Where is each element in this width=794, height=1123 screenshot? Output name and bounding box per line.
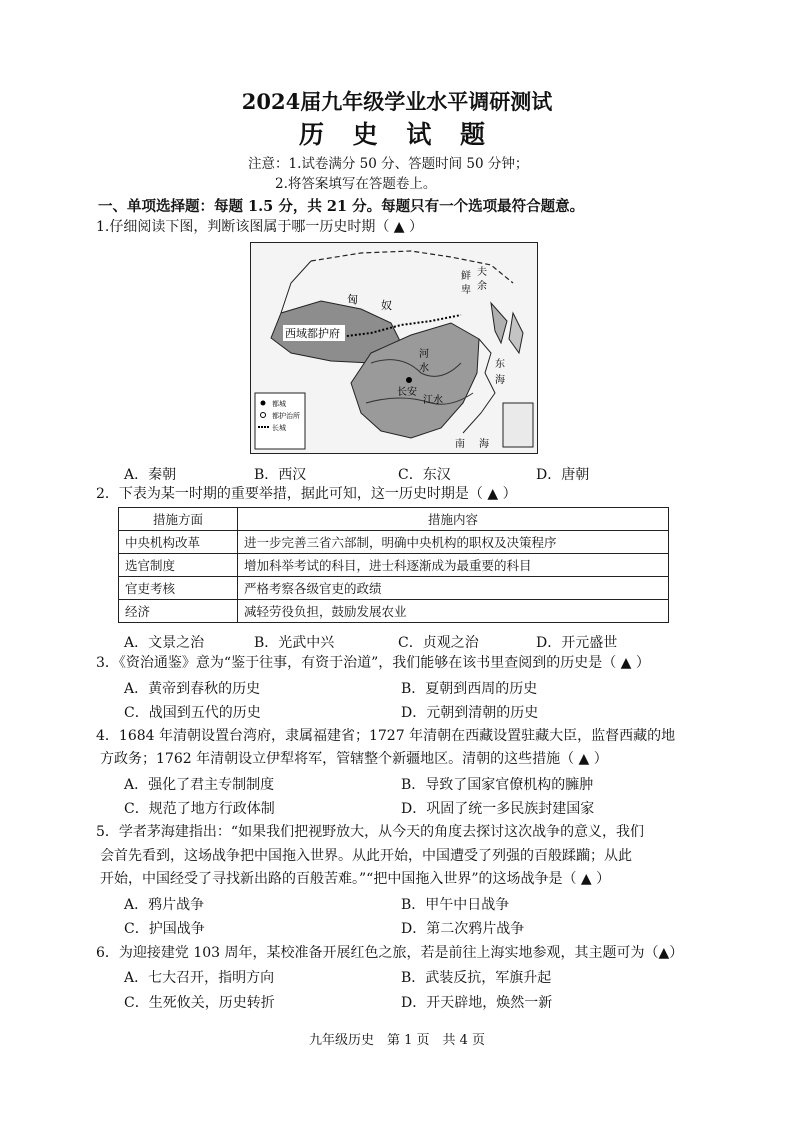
q4-option-d: D．巩固了统一多民族封建国家 <box>401 801 595 817</box>
label-he-1: 河 <box>419 349 429 360</box>
table-cell: 选官制度 <box>119 554 238 577</box>
map-drawing <box>251 243 537 453</box>
question-5-stem-line-3: 开始，中国经受了寻找新出路的百般苦难。”“把中国拖入世界”的这场战争是（ ▲ ） <box>100 871 611 887</box>
question-3-stem: 3．《资治通鉴》意为“鉴于往事，有资于治道”，我们能够在该书里查阅到的历史是（ ▲ ） <box>96 655 650 671</box>
question-5-stem-line-1: 5．学者茅海建指出：“如果我们把视野放大，从今天的角度去探讨这次战争的意义，我们 <box>96 824 645 840</box>
legend-capital-label: 都城 <box>272 400 286 408</box>
label-jiangshui: 江水 <box>423 395 443 406</box>
q4-option-c: C．规范了地方行政体制 <box>124 801 275 817</box>
q2-option-b: B．光武中兴 <box>254 635 335 651</box>
question-2-stem: 2．下表为某一时期的重要举措，据此可知，这一历史时期是（ ▲ ） <box>96 486 517 502</box>
label-he-2: 水 <box>419 363 429 374</box>
question-4-stem-line-1: 4．1684 年清朝设置台湾府，隶属福建省；1727 年清朝在西藏设置驻藏大臣，监督西藏的地 <box>96 728 676 744</box>
q6-option-b: B．武装反抗，军旗升起 <box>401 970 552 986</box>
legend-wall-label: 长城 <box>272 424 286 432</box>
label-fuyu-1: 夫 <box>477 267 487 278</box>
q5-option-d: D．第二次鸦片战争 <box>401 921 525 937</box>
label-xiongnu-1: 匈 <box>347 293 358 306</box>
q3-option-c: C．战国到五代的历史 <box>124 705 261 721</box>
q6-option-c: C．生死攸关，历史转折 <box>124 995 275 1011</box>
table-row <box>119 600 669 623</box>
table-cell: 官吏考核 <box>119 577 238 600</box>
label-fuyu-2: 余 <box>477 281 487 292</box>
table-row <box>119 554 669 577</box>
legend-capital-symbol <box>261 401 266 406</box>
legend-protectorate-label: 都护治所 <box>272 412 300 420</box>
table-cell: 经济 <box>119 600 238 623</box>
table-header-cell: 措施方面 <box>119 508 238 531</box>
page-footer: 九年级历史 第 1 页 共 4 页 <box>308 1033 486 1048</box>
table-cell: 严格考察各级官吏的政绩 <box>238 577 669 600</box>
q2-option-c: C．贞观之治 <box>398 635 479 651</box>
table-row <box>119 531 669 554</box>
q5-option-c: C．护国战争 <box>124 921 205 937</box>
q1-option-d: D．唐朝 <box>536 467 590 483</box>
label-protectorate: 西域都护府 <box>285 327 340 340</box>
exam-note-line-1: 注意：1.试卷满分 50 分、答题时间 50 分钟； <box>248 156 529 172</box>
q5-option-a: A．鸦片战争 <box>124 897 205 913</box>
q2-option-a: A．文景之治 <box>124 635 205 651</box>
label-xianbei-2: 卑 <box>461 285 471 296</box>
exam-title: 2024届九年级学业水平调研测试 <box>241 89 553 114</box>
q1-option-c: C．东汉 <box>398 467 451 483</box>
q6-option-d: D．开天辟地，焕然一新 <box>401 995 553 1011</box>
q1-option-a: A．秦朝 <box>124 467 177 483</box>
question-6-stem: 6．为迎接建党 103 周年，某校准备开展红色之旅，若是前往上海实地参观，其主题可为（▲） <box>96 945 684 961</box>
peninsula <box>491 303 507 343</box>
q3-option-b: B．夏朝到西周的历史 <box>401 681 538 697</box>
exam-subject: 历 史 试 题 <box>298 120 496 149</box>
table-row <box>119 577 669 600</box>
q3-option-a: A．黄帝到春秋的历史 <box>124 681 261 697</box>
label-xiongnu-2: 奴 <box>381 299 392 312</box>
measures-table <box>118 507 669 623</box>
label-hai-1: 海 <box>495 375 505 386</box>
q5-option-b: B．甲午中日战争 <box>401 897 510 913</box>
label-dong: 东 <box>495 359 505 370</box>
table-header-cell: 措施内容 <box>238 508 669 531</box>
label-nan: 南 <box>455 439 465 450</box>
q4-option-a: A．强化了君主专制制度 <box>124 777 275 793</box>
q3-option-d: D．元朝到清朝的历史 <box>401 705 539 721</box>
table-cell: 减轻劳役负担，鼓励发展农业 <box>238 600 669 623</box>
label-hai-2: 海 <box>479 439 489 450</box>
inset-box <box>503 403 533 447</box>
label-changan: 长安 <box>397 387 417 398</box>
q4-option-b: B．导致了国家官僚机构的臃肿 <box>401 777 594 793</box>
islands <box>509 313 523 353</box>
table-cell: 中央机构改革 <box>119 531 238 554</box>
table-header-row <box>119 508 669 531</box>
question-4-stem-line-2: 方政务；1762 年清朝设立伊犁将军，管辖整个新疆地区。清朝的这些措施（ ▲ ） <box>100 751 608 767</box>
question-5-stem-line-2: 会首先看到，这场战争把中国拖入世界。从此开始，中国遭受了列强的百般蹂躏；从此 <box>100 848 632 864</box>
exam-note-line-2: 2.将答案填写在答题卷上。 <box>275 176 437 192</box>
q1-option-b: B．西汉 <box>254 467 307 483</box>
label-xianbei-1: 鲜 <box>461 271 471 282</box>
q6-option-a: A．七大召开，指明方向 <box>124 970 275 986</box>
section-heading: 一、单项选择题：每题 1.5 分，共 21 分。每题只有一个选项最符合题意。 <box>98 198 585 215</box>
changan-marker <box>406 377 412 383</box>
historical-map <box>250 242 538 454</box>
table-cell: 进一步完善三省六部制，明确中央机构的职权及决策程序 <box>238 531 669 554</box>
question-1-stem: 1.仔细阅读下图，判断该图属于哪一历史时期（ ▲ ） <box>96 219 424 235</box>
table-cell: 增加科举考试的科目，进士科逐渐成为最重要的科目 <box>238 554 669 577</box>
q2-option-d: D．开元盛世 <box>536 635 618 651</box>
